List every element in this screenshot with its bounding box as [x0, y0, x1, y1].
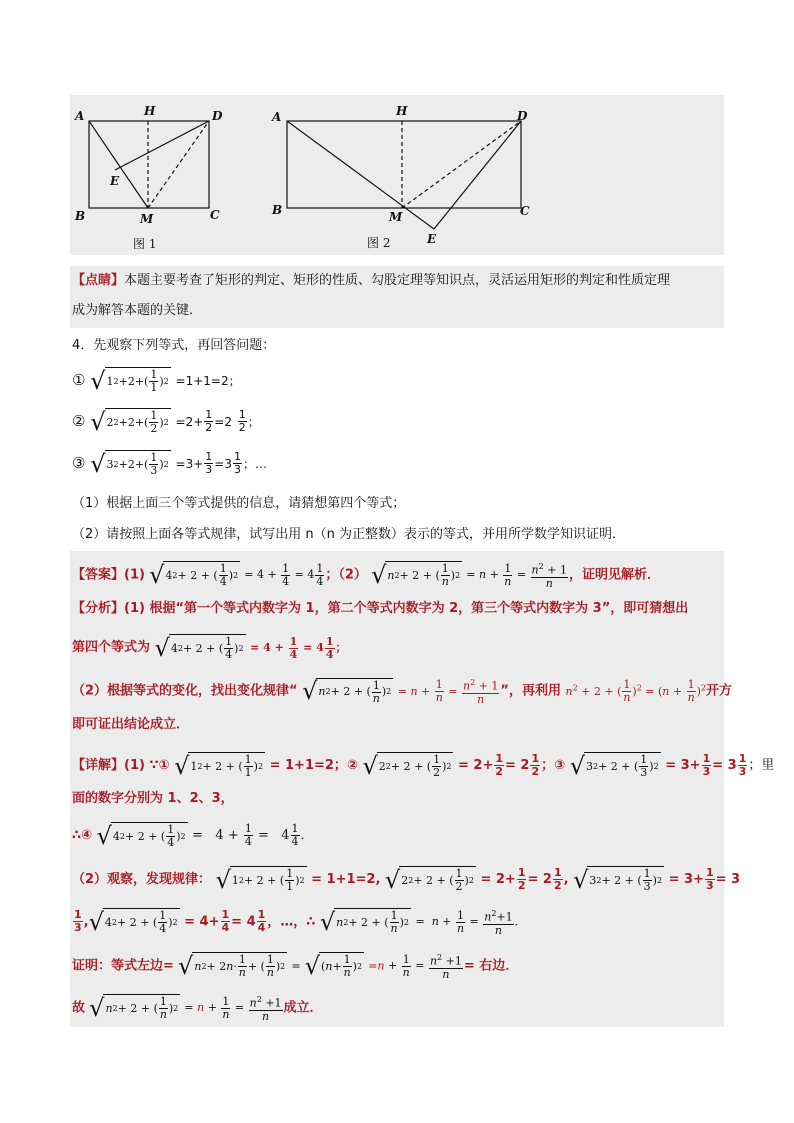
detail-line-3: ∴④ √ 4 2 + 2 + ( $\frac{1}{4}$ ) 2 = 4 + $\frac{1}{4}$ = 4 $\frac{1}{4}$ ． — [72, 821, 314, 850]
q4-eq2: ② √ 2 2 +2+( $\frac{1}{2}$ ) 2 =2+ $\frac{1}{2}$ =2 $\frac{1}{2}$ ； — [72, 407, 260, 436]
eq3-radical: √ 3 2 +2+( $\frac{1}{3}$ ) 2 — [90, 449, 169, 478]
eq1-rhs: =1+1=2； — [175, 374, 241, 388]
fig1-label-M: M — [140, 212, 154, 226]
comment-tag: 【点睛】 — [72, 273, 125, 288]
figure-1 — [89, 121, 209, 208]
comment-text-1: 本题主要考查了矩形的判定、矩形的性质、勾股定理等知识点，灵活运用矩形的判定和性质定理 — [124, 273, 671, 288]
comment-line-2 — [72, 300, 202, 322]
fig2-caption: 图 2 — [367, 236, 391, 250]
q4-sub2: （2）请按照上面各等式规律，试写出用 n（n 为正整数）表示的等式，并用所学数学知识证明． — [72, 527, 626, 542]
fig1-caption: 图 1 — [133, 237, 157, 251]
analysis-line-4: 即可证出结论成立． — [72, 717, 190, 732]
q4-sub1: （1）根据上面三个等式提供的信息，请猜想第四个等式； — [72, 496, 406, 511]
eq1-radical: √ 1 2 +2+( $\frac{1}{1}$ ) 2 — [90, 366, 169, 395]
fig2-label-E: E — [427, 232, 437, 246]
detail-line-2: 面的数字分别为 1、2、3， — [72, 791, 234, 806]
fig2-label-H: H — [396, 104, 408, 118]
fig2-label-D: D — [517, 109, 528, 123]
answer-line: 【答案】(1) √ 4 2 + 2 + ( $\frac{1}{4}$ ) 2 = 4 + $\frac{1}{4}$ = 4 $\frac{1}{4}$ ；（2） √ n 2 + 2 + ( $\frac{1}{n}$ ) 2 = n + $\frac{1}{n}$ = $\frac{n^2 + 1}{n}$ ，证明见解析． — [72, 560, 660, 590]
eq1-number: ① — [72, 371, 86, 389]
analysis-line-3: （2）根据等式的变化，找出变化规律“ √ n 2 + 2 + ( $\frac{1}{n}$ ) 2 = n + $\frac{1}{n}$ = $\frac{n^2 + 1}{n}$ ”，再利用 $n^2 + 2$ + ( $\frac{1}{n}$ )$^2$ = (n + $\frac{1}{n}$ )$^2$开方 — [72, 677, 733, 706]
comment-line-1 — [72, 270, 670, 292]
detail-line-6: 证明：等式左边= √ n 2 + 2 n · $\frac{1}{n}$ + ( $\frac{1}{n}$ ) 2 = √ ( n + $\frac{1}{n}$ ) 2 =n + $\frac{1}{n}$ = $\frac{n^2 +1}{n}$ = 右边． — [72, 951, 519, 981]
detail-line-1: 【详解】(1) ∵① √ 1 2 + 2 + ( $\frac{1}{1}$ ) 2 = 1+1=2；② √ 2 2 + 2 + ( $\frac{1}{2}$ ) 2 = 2+ $\frac{1}{2}$ = 2 $\frac{1}{2}$ ；③ √ 3 2 + 2 + ( $\frac{1}{3}$ ) 2 = 3+ $\frac{1}{3}$ = 3 $\frac{1}{3}$ ；里 — [72, 751, 775, 780]
detail-line-5: $\frac{1}{3}$ , √ 4 2 + 2 + ( $\frac{1}{4}$ ) 2 = 4+ $\frac{1}{4}$ = 4 $\frac{1}{4}$ ，…，∴ √ n 2 + 2 + ( $\frac{1}{n}$ ) 2 = n + $\frac{1}{n}$ = $\frac{n^2+1}{n}$ ． — [74, 907, 526, 937]
fig1-label-H: H — [144, 104, 156, 118]
answer-tag: 【答案】 — [72, 567, 125, 583]
q4-title: 4．先观察下列等式，再回答问题： — [72, 338, 276, 353]
q4-eq1 — [72, 367, 241, 394]
fig1-label-B: B — [75, 209, 86, 223]
fig1-label-D: D — [212, 109, 223, 123]
analysis-line-1: 【分析】(1) 根据“第一个等式内数字为 1，第二个等式内数字为 2，第三个等式内数字为 3”，即可猜想出 — [72, 601, 689, 616]
eq2-number: ② — [72, 412, 86, 430]
fig1-label-C: C — [210, 208, 220, 222]
eq3-number: ③ — [72, 454, 86, 472]
figure-2 — [287, 121, 521, 229]
fig1-label-A: A — [75, 109, 85, 123]
figure-panel — [70, 95, 724, 255]
fig2-label-B: B — [272, 203, 283, 217]
detail-line-4: （2）观察，发现规律： √ 1 2 + 2 + ( $\frac{1}{1}$ ) 2 = 1+1=2, √ 2 2 + 2 + ( $\frac{1}{2}$ ) 2 = 2+ $\frac{1}{2}$ = 2 $\frac{1}{2}$ , √ 3 2 + 2 + ( $\frac{1}{3}$ ) 2 = 3+ $\frac{1}{3}$ = 3 — [72, 865, 741, 894]
fig2-label-A: A — [272, 110, 282, 124]
comment-text-2: 成为解答本题的关键． — [72, 303, 203, 318]
q4-eq3: ③ √ 3 2 +2+( $\frac{1}{3}$ ) 2 =3+ $\frac{1}{3}$ =3 $\frac{1}{3}$ ；… — [72, 449, 267, 478]
detail-tag: 【详解】 — [72, 758, 125, 773]
fig1-label-E: E — [110, 174, 120, 188]
eq2-radical: √ 2 2 +2+( $\frac{1}{2}$ ) 2 — [90, 407, 169, 436]
fig2-label-C: C — [520, 204, 530, 218]
geometry-figure — [70, 95, 540, 255]
analysis-tag: 【分析】 — [72, 601, 125, 616]
detail-line-7: 故 √ n 2 + 2 + ( $\frac{1}{n}$ ) 2 = n + $\frac{1}{n}$ = $\frac{n^2 +1}{n}$ 成立． — [72, 993, 323, 1023]
fig2-label-M: M — [389, 210, 403, 224]
analysis-line-2: 第四个等式为 √ 4 2 + 2 + ( $\frac{1}{4}$ ) 2 = 4 + $\frac{1}{4}$ = 4 $\frac{1}{4}$ ； — [72, 633, 347, 662]
